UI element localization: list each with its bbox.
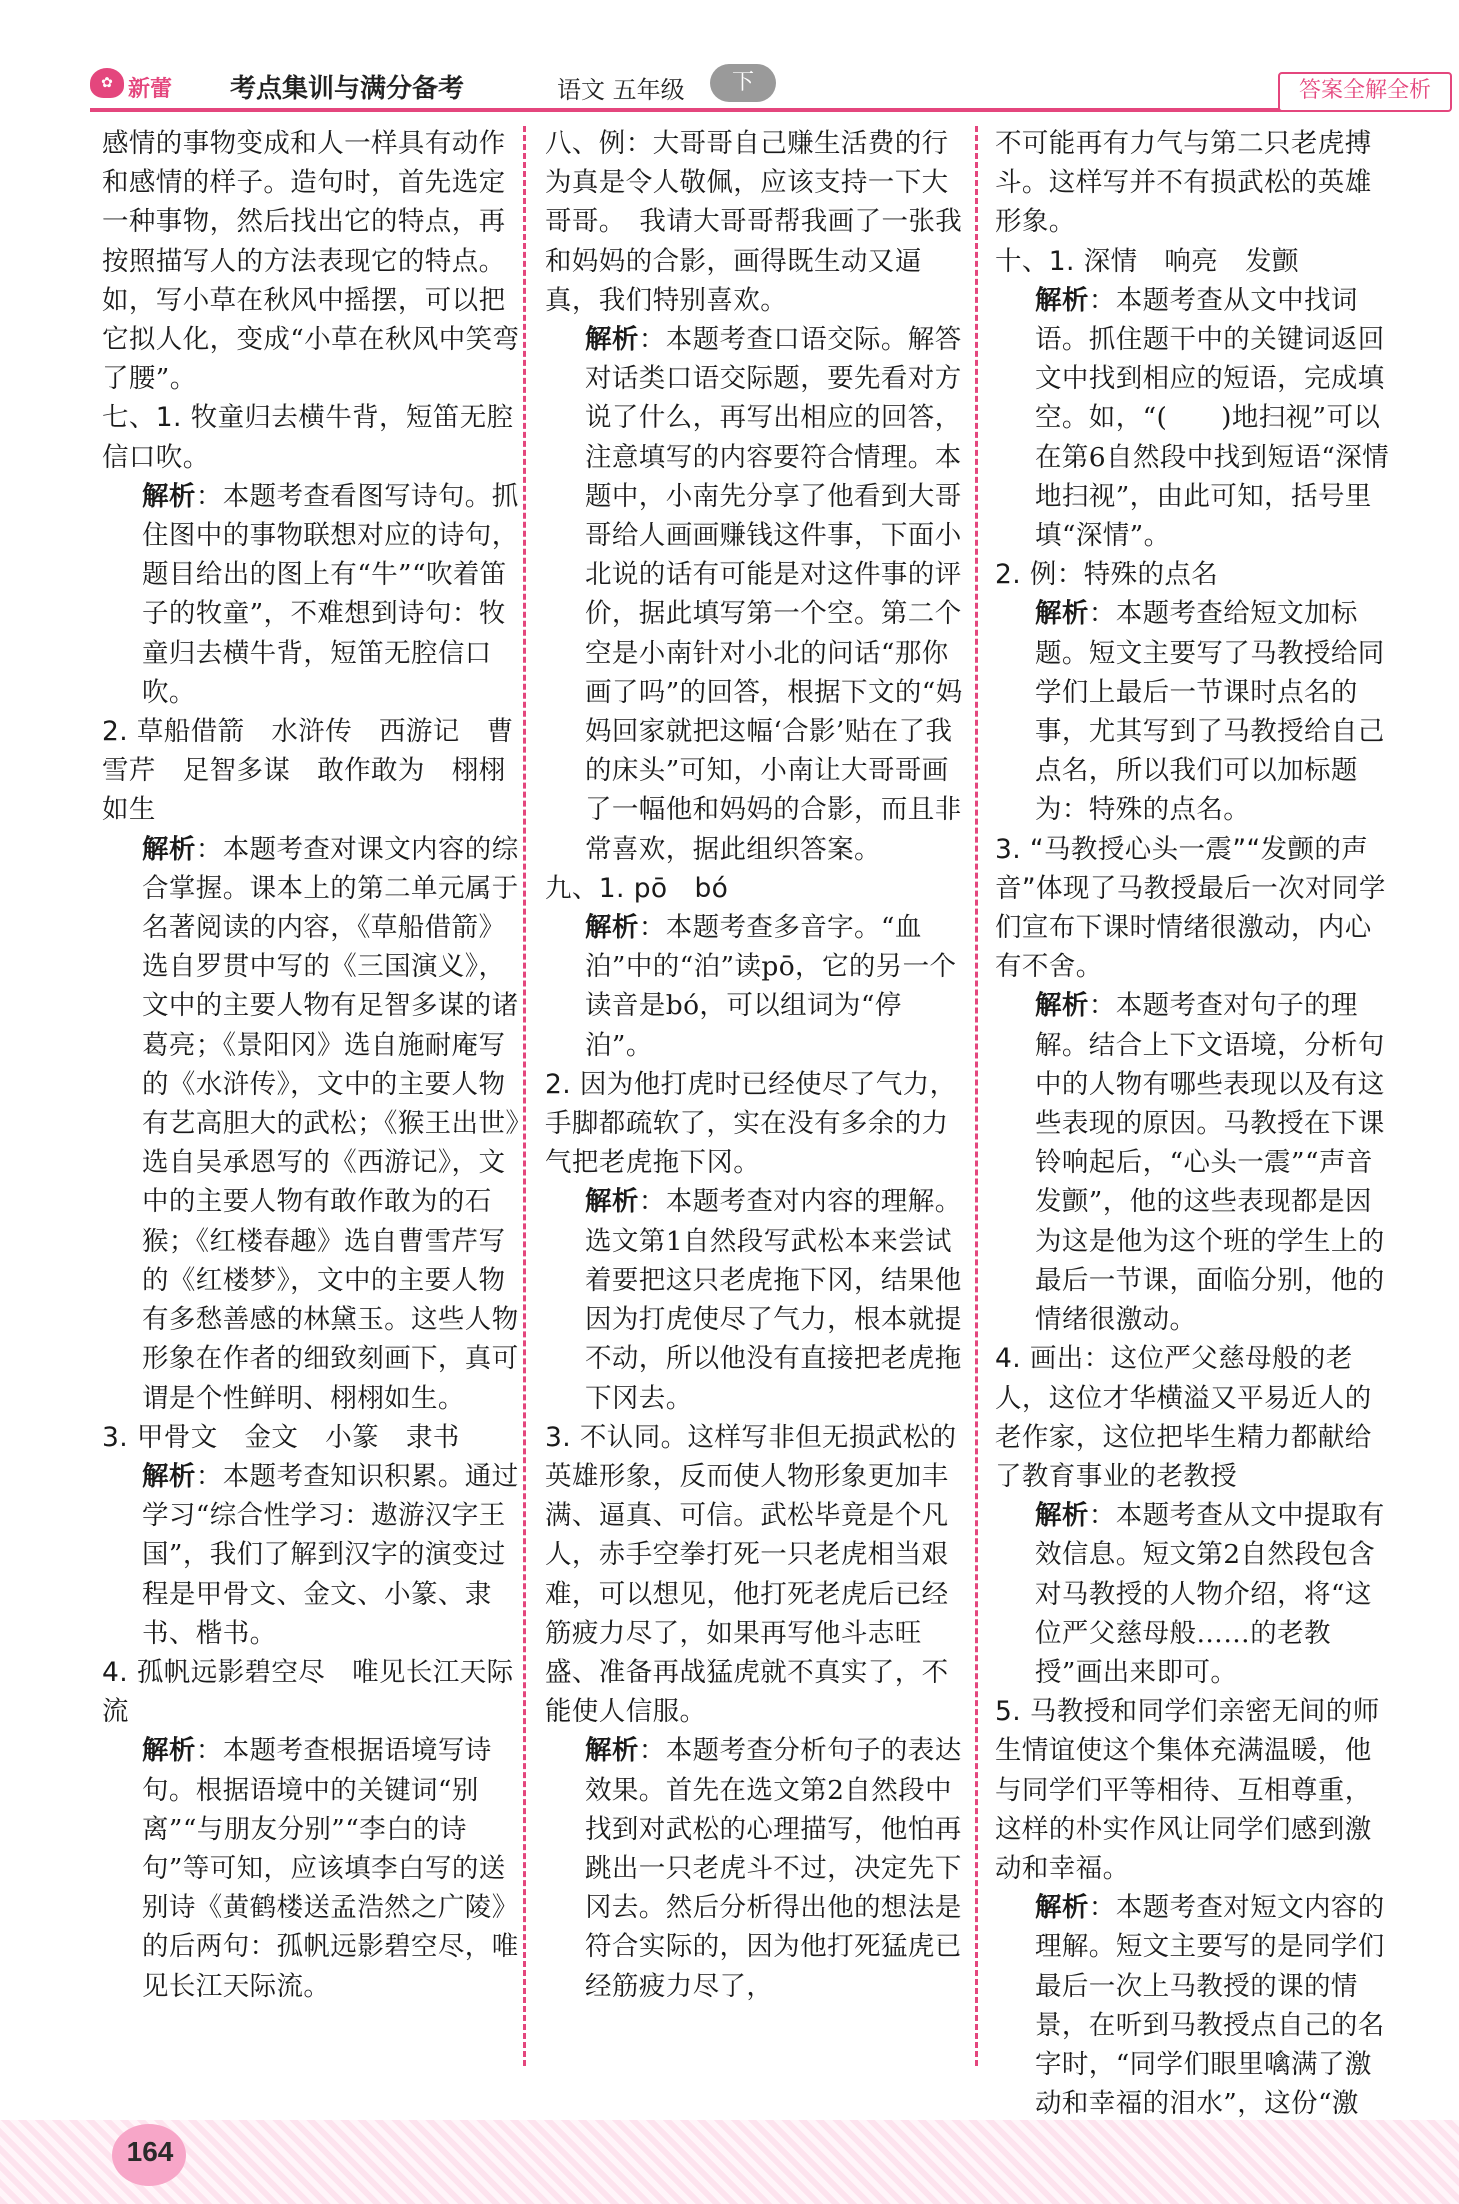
analysis-text: ：本题考查分析句子的表达效果。首先在选文第2自然段中找到对武松的心理描写，他怕再跳出一只老虎斗不过，决定先下冈去。然后分析得出他的想法是符合实际的，因为他打死猛虎已经筋疲力尽了， (585, 1735, 962, 2002)
answer-item: 3. “马教授心头一震”“发颤的声音”体现了马教授最后一次对同学们宣布下课时情绪很激动，内心有不舍。 (995, 833, 1386, 983)
analysis-text: ：本题考查对句子的理解。结合上下文语境，分析句中的人物有哪些表现以及有这些表现的原因。马教授在下课铃响起后，“心头一震”“声音发颤”，他的这些表现都是因为这是他为这个班的学生上的最后一节课，面临分别，他的情绪很激动。 (1035, 990, 1385, 1336)
analysis-item (995, 594, 1395, 829)
analysis-item (102, 1731, 522, 2005)
answer-item: 4. 孤帆远影碧空尽 唯见长江天际流 (102, 1656, 514, 1728)
answer-item: 5. 马教授和同学们亲密无间的师生情谊使这个集体充满温暖，他与同学们平等相待、互相尊重，这样的朴实作风让同学们感到激动和幸福。 (995, 1696, 1380, 1884)
flower-logo-icon: ✿ (90, 68, 124, 98)
term-badge: 下 (710, 64, 776, 102)
analysis-label: 解析 (142, 1460, 196, 1492)
analysis-item (545, 1731, 965, 2005)
answer-item: 3. 甲骨文 金文 小篆 隶书 (102, 1421, 460, 1453)
answer-item: 2. 因为他打虎时已经使尽了气力，手脚都疏软了，实在没有多余的力气把老虎拖下冈。 (545, 1068, 957, 1179)
analysis-label: 解析 (1035, 284, 1089, 316)
analysis-label: 解析 (1035, 1500, 1089, 1532)
analysis-label: 解析 (142, 833, 196, 865)
analysis-text: ：本题考查口语交际。解答对话类口语交际题，要先看对方说了什么，再写出相应的回答，注意填写的内容要符合情理。本题中，小南先分享了他看到大哥哥给人画画赚钱这件事，下面小北说的话有可能是对这件事的评价，据此填写第一个空。第二个空是小南针对小北的问话“那你画了吗”的回答，根据下文的“妈妈回家就把这幅‘合影’贴在了我的床头”可知，小南让大哥哥画了一幅他和妈妈的合影，而且非常喜欢，据此组织答案。 (585, 324, 963, 865)
subject-grade: 语文 五年级 (557, 76, 685, 104)
continued-text: 不可能再有力气与第二只老虎搏斗。这样写并不有损武松的英雄形象。 (995, 128, 1372, 238)
answer-item: 十、1. 深情 响亮 发颤 (995, 245, 1299, 277)
analysis-text: ：本题考查对课文内容的综合掌握。课本上的第二单元属于名著阅读的内容，《草船借箭》选自罗贯中写的《三国演义》，文中的主要人物有足智多谋的诸葛亮；《景阳冈》选自施耐庵写的《水浒传》，文中的主要人物有艺高胆大的武松；《猴王出世》选自吴承恩写的《西游记》，文中的主要人物有敢作敢为的石猴；《红楼春趣》选自曹雪芹写的《红楼梦》，文中的主要人物有多愁善感的林黛玉。这些人物形象在作者的细致刻画下，真可谓是个性鲜明、栩栩如生。 (142, 833, 519, 1414)
answer-column-3 (995, 124, 1395, 2163)
analysis-item (102, 1457, 522, 1653)
analysis-label: 解析 (1035, 1892, 1089, 1924)
column-divider (523, 126, 526, 2066)
analysis-item (102, 830, 522, 1418)
answer-item: 4. 画出：这位严父慈母般的老人，这位才华横溢又平易近人的老作家，这位把毕生精力都献给了教育事业的老教授 (995, 1343, 1372, 1492)
analysis-label: 解析 (1035, 598, 1089, 630)
analysis-label: 解析 (585, 324, 639, 356)
analysis-item (545, 320, 965, 869)
analysis-item (545, 908, 965, 1065)
analysis-text: ：本题考查对内容的理解。选文第1自然段写武松本来尝试着要把这只老虎拖下冈，结果他因为打虎使尽了气力，根本就提不动，所以他没有直接把老虎拖下冈去。 (585, 1186, 962, 1414)
analysis-text: ：本题考查从文中提取有效信息。短文第2自然段包含对马教授的人物介绍，将“这位严父慈母般……的老教授”画出来即可。 (1035, 1500, 1385, 1688)
continued-text: 感情的事物变成和人一样具有动作和感情的样子。造句时，首先选定一种事物，然后找出它的特点，再按照描写人的方法表现它的特点。如，写小草在秋风中摇摆，可以把它拟人化，变成“小草在秋风中笑弯了腰”。 (102, 128, 520, 395)
answer-item: 八、例：大哥哥自己赚生活费的行为真是令人敬佩，应该支持一下大哥哥。 我请大哥哥帮我画了一张我和妈妈的合影，画得既生动又逼真，我们特别喜欢。 (545, 128, 963, 316)
footer-pattern (0, 2120, 1459, 2204)
analysis-label: 解析 (585, 1735, 639, 1767)
analysis-label: 解析 (142, 1735, 196, 1767)
analysis-item (545, 1182, 965, 1417)
analysis-label: 解析 (585, 1186, 639, 1218)
page-header (90, 64, 1431, 112)
analysis-item (995, 281, 1395, 555)
analysis-text: ：本题考查对短文内容的理解。短文主要写的是同学们最后一次上马教授的课的情景，在听到马教授点自己的名字时，“同学们眼里噙满了激动和幸福的泪水”，这份“激 (1035, 1892, 1385, 2120)
answer-item: 2. 例：特殊的点名 (995, 559, 1219, 591)
answer-item: 3. 不认同。这样写非但无损武松的英雄形象，反而使人物形象更加丰满、逼真、可信。武松毕竟是个凡人，赤手空拳打死一只老虎相当艰难，可以想见，他打死老虎后已经筋疲力尽了，如果再写他斗志旺盛、准备再战猛虎就不真实了，不能使人信服。 (545, 1421, 957, 1728)
analysis-item (102, 477, 522, 712)
analysis-label: 解析 (1035, 990, 1089, 1022)
analysis-text: ：本题考查多音字。“血泊”中的“泊”读pō，它的另一个读音是bó，可以组词为“停泊”。 (585, 912, 957, 1061)
answer-item: 2. 草船借箭 水浒传 西游记 曹雪芹 足智多谋 敢作敢为 栩栩如生 (102, 716, 514, 826)
analysis-item (995, 1496, 1395, 1692)
analysis-label: 解析 (585, 912, 639, 944)
analysis-text: ：本题考查知识积累。通过学习“综合性学习：遨游汉字王国”，我们了解到汉字的演变过程是甲骨文、金文、小篆、隶书、楷书。 (142, 1460, 519, 1649)
answer-section-tag: 答案全解全析 (1278, 72, 1452, 112)
analysis-label: 解析 (142, 480, 196, 512)
page-number: 164 (126, 2136, 174, 2167)
analysis-text: ：本题考查根据语境写诗句。根据语境中的关键词“别离”“与朋友分别”“李白的诗句”等可知，应该填李白写的送别诗《黄鹤楼送孟浩然之广陵》的后两句：孤帆远影碧空尽，唯见长江天际流。 (142, 1735, 519, 2002)
series-title: 考点集训与满分备考 (230, 74, 465, 104)
answer-column-2 (545, 124, 965, 2006)
answer-item: 七、1. 牧童归去横牛背，短笛无腔信口吹。 (102, 402, 514, 473)
analysis-text: ：本题考查看图写诗句。抓住图中的事物联想对应的诗句，题目给出的图上有“牛”“吹着笛子的牧童”，不难想到诗句：牧童归去横牛背，短笛无腔信口吹。 (142, 480, 519, 708)
analysis-text: ：本题考查从文中找词语。抓住题干中的关键词返回文中找到相应的短语，完成填空。如，“( )地扫视”可以在第6自然段中找到短语“深情地扫视”，由此可知，括号里填“深情”。 (1035, 284, 1390, 552)
brand-name: 新蕾 (128, 76, 173, 102)
analysis-text: ：本题考查给短文加标题。短文主要写了马教授给同学们上最后一节课时点名的事，尤其写到了马教授给自己点名，所以我们可以加标题为：特殊的点名。 (1035, 598, 1385, 826)
analysis-item (995, 986, 1395, 1339)
answer-column-1 (102, 124, 522, 2006)
column-divider (975, 126, 978, 2066)
answer-item: 九、1. pō bó (545, 872, 729, 904)
